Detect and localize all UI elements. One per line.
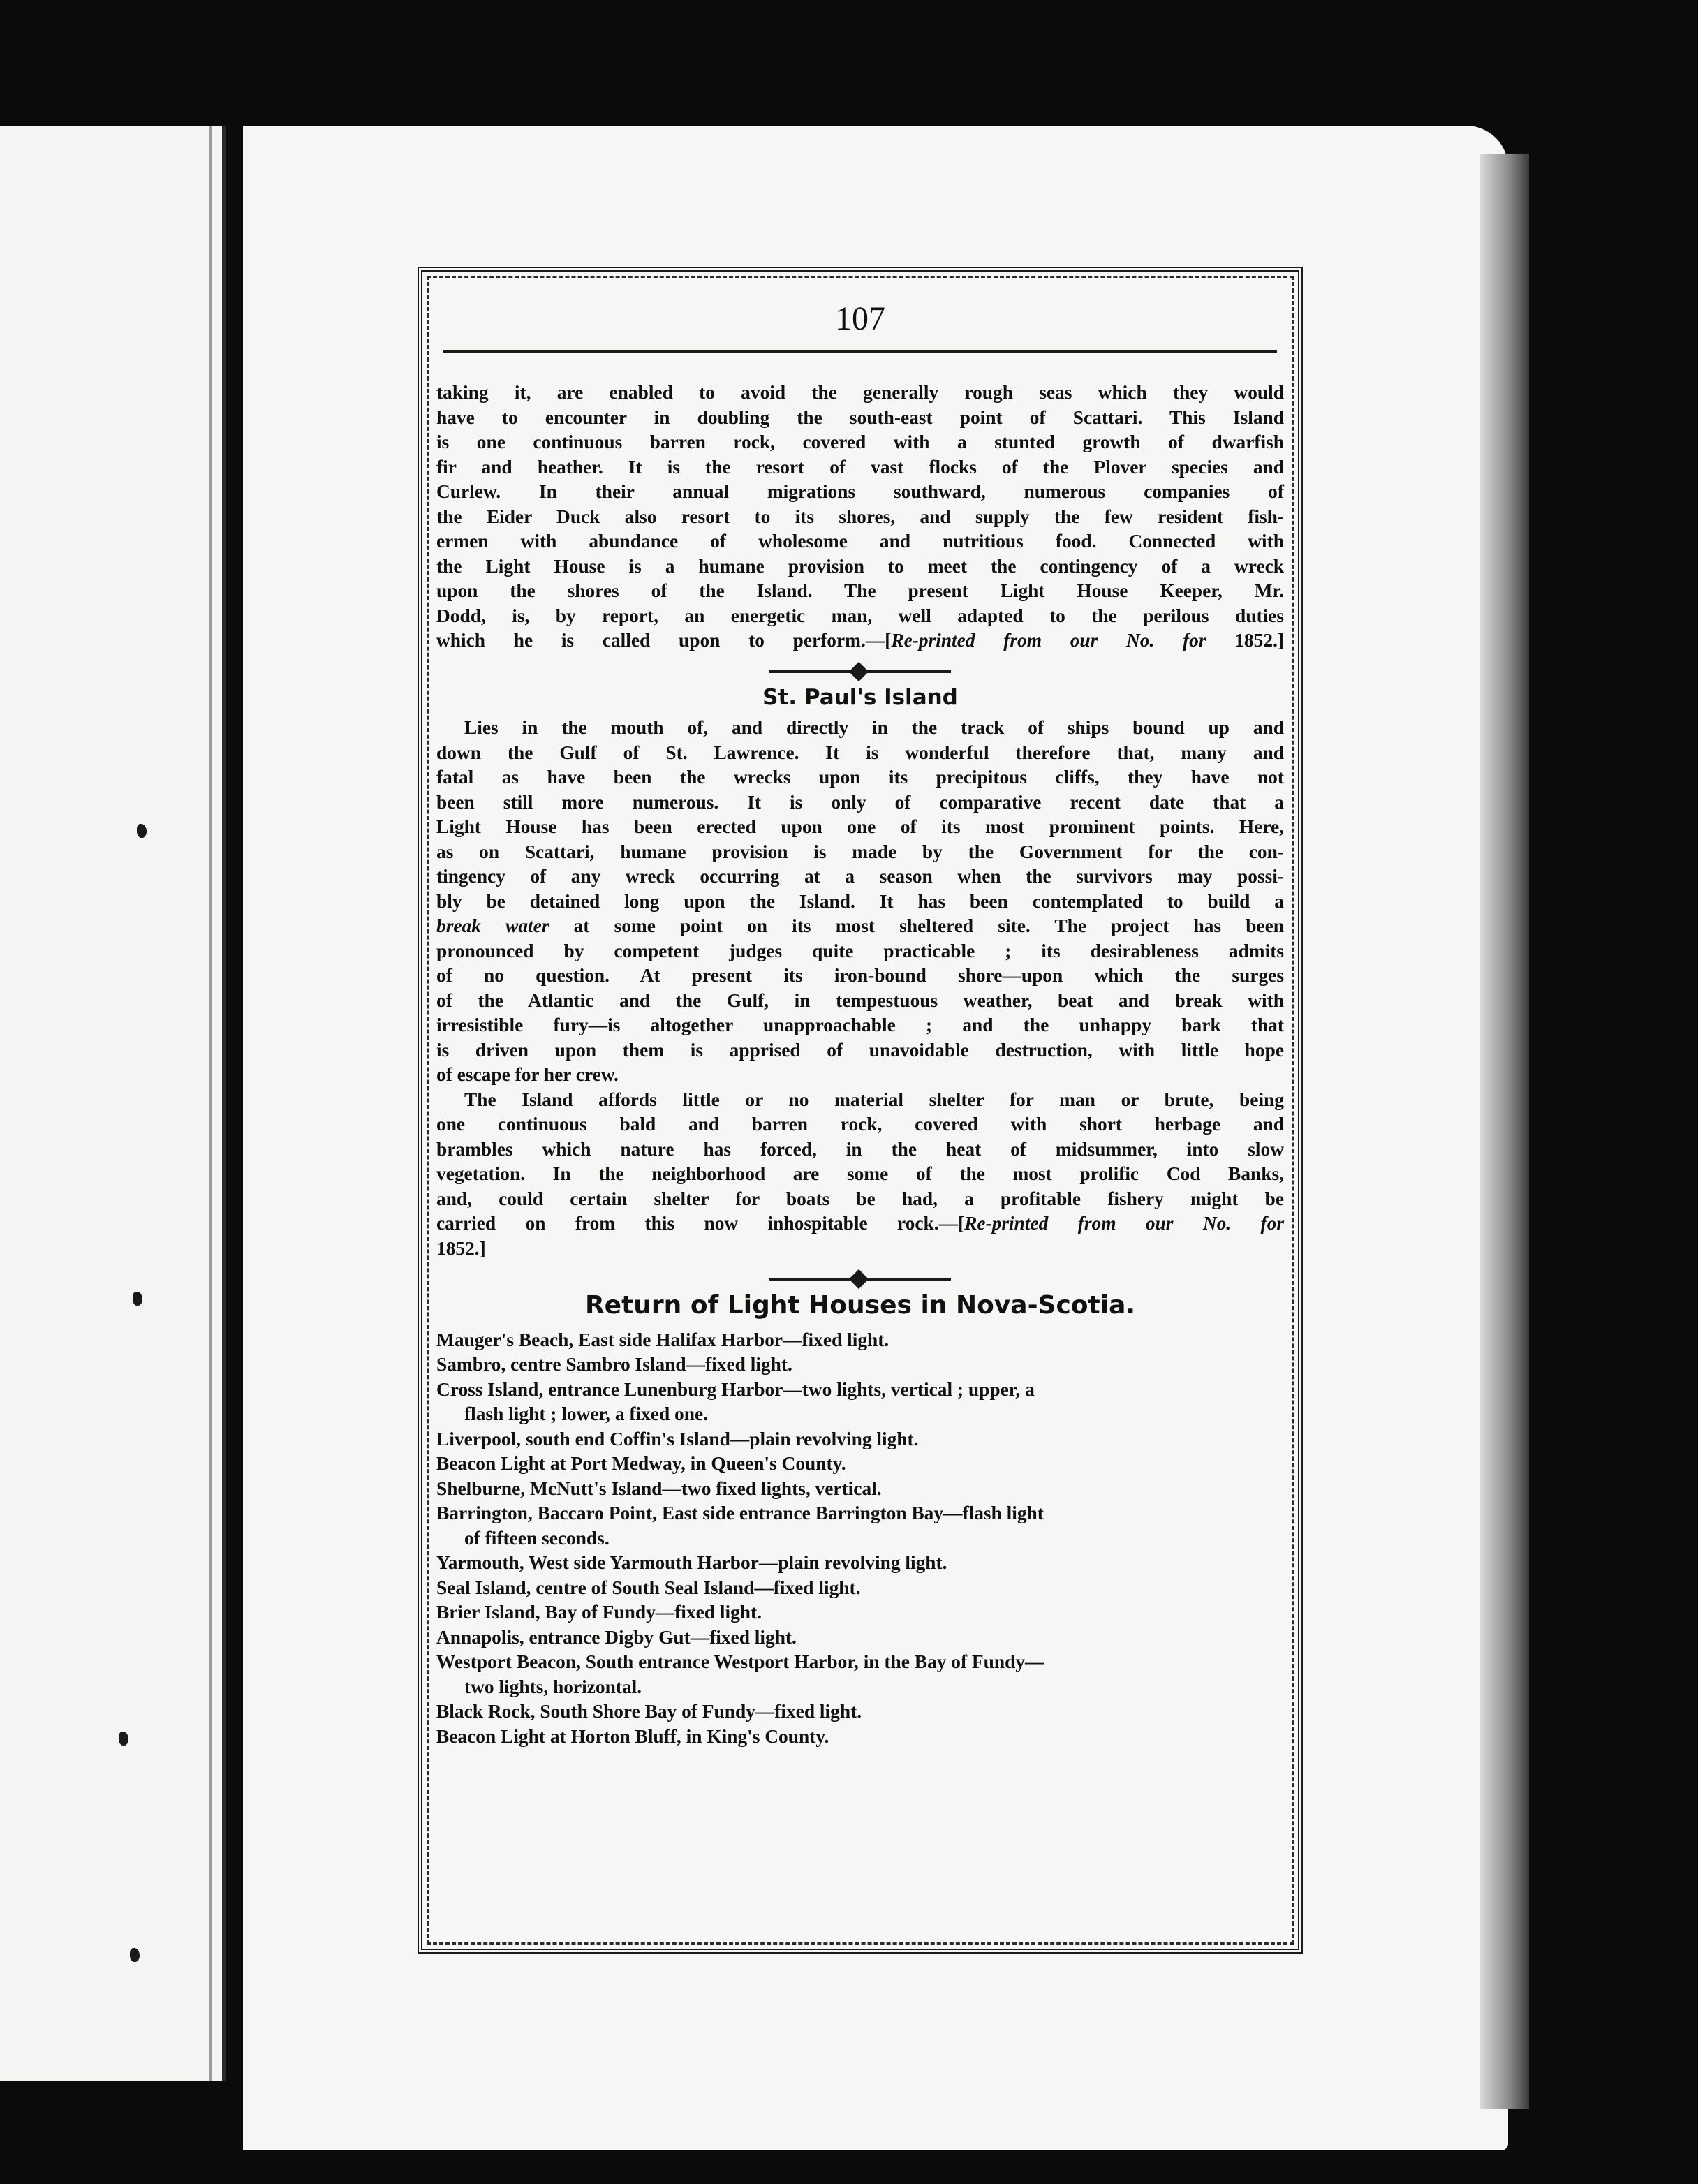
citation-prefix: carried on from this now inhospitable rock.—[ — [436, 1213, 965, 1234]
text-line: of the Atlantic and the Gulf, in tempestuous weather, beat and break with — [436, 989, 1284, 1011]
lighthouse-entry: Beacon Light at Port Medway, in Queen's County. — [436, 1453, 846, 1474]
lighthouse-entry: Liverpool, south end Coffin's Island—plain revolving light. — [436, 1428, 919, 1449]
text-line: as on Scattari, humane provision is made by the Government for the con- — [436, 841, 1284, 862]
text-line: down the Gulf of St. Lawrence. It is wonderful therefore that, many and — [436, 741, 1284, 763]
page-number: 107 — [835, 300, 885, 337]
lighthouse-list — [436, 1328, 1284, 1750]
section-divider — [769, 670, 951, 673]
divider-ornament — [849, 661, 869, 681]
lighthouse-entry: Brier Island, Bay of Fundy—fixed light. — [436, 1602, 762, 1623]
st-pauls-paragraph-2 — [436, 1088, 1284, 1262]
lighthouse-entry: Black Rock, South Shore Bay of Fundy—fixed light. — [436, 1701, 862, 1722]
text-line: ermen with abundance of wholesome and nutritious food. Connected with — [436, 531, 1284, 552]
text-line: is one continuous barren rock, covered with a stunted growth of dwarfish — [436, 431, 1284, 452]
text-line: Dodd, is, by report, an energetic man, well adapted to the perilous duties — [436, 605, 1284, 626]
intro-paragraph — [436, 381, 1284, 654]
lighthouse-entry: Annapolis, entrance Digby Gut—fixed light. — [436, 1626, 797, 1648]
text-line: The Island affords little or no material shelter for man or brute, being — [464, 1089, 1284, 1110]
left-page-edge — [209, 126, 212, 2081]
lighthouse-entry: Yarmouth, West side Yarmouth Harbor—plain revolving light. — [436, 1552, 947, 1573]
st-pauls-paragraph-1 — [436, 716, 1284, 1088]
lighthouse-entry-continuation: two lights, horizontal. — [464, 1676, 642, 1697]
left-page — [0, 126, 226, 2081]
text-line: Lies in the mouth of, and directly in the track of ships bound up and — [464, 717, 1284, 738]
text-line: vegetation. In the neighborhood are some of the most prolific Cod Banks, — [436, 1163, 1284, 1184]
text-line: pronounced by competent judges quite practicable ; its desirableness admits — [436, 940, 1284, 961]
citation-year: 1852.] — [1206, 630, 1284, 651]
page-frame — [418, 267, 1303, 1954]
text-line: is driven upon them is apprised of unavoidable destruction, with little hope — [436, 1039, 1284, 1061]
lighthouse-entry-continuation: of fifteen seconds. — [464, 1527, 610, 1549]
text-line: fir and heather. It is the resort of vast flocks of the Plover species and — [436, 456, 1284, 478]
bullet-mark — [137, 824, 147, 838]
divider-ornament — [849, 1269, 869, 1289]
text-line: Light House has been erected upon one of its most prominent points. Here, — [436, 816, 1284, 837]
lighthouse-entry: Beacon Light at Horton Bluff, in King's County. — [436, 1725, 829, 1747]
text-line — [436, 1211, 1284, 1237]
text-line: the Light House is a humane provision to meet the contingency of a wreck — [436, 555, 1284, 577]
text-line: of no question. At present its iron-bound shore—upon which the surges — [436, 965, 1284, 986]
text-line: Curlew. In their annual migrations southward, numerous companies of — [436, 481, 1284, 502]
text-line — [436, 914, 1284, 939]
text-line: upon the shores of the Island. The present Light House Keeper, Mr. — [436, 580, 1284, 601]
page-content — [436, 381, 1284, 1749]
text-line: been still more numerous. It is only of comparative recent date that a — [436, 791, 1284, 813]
lighthouse-entry: Seal Island, centre of South Seal Island—fixed light. — [436, 1577, 861, 1598]
bullet-mark — [130, 1948, 140, 1962]
citation-italic: Re-printed from our No. for — [891, 630, 1206, 651]
section-heading-st-pauls: St. Paul's Island — [762, 684, 958, 710]
lighthouse-entry: Barrington, Baccaro Point, East side entrance Barrington Bay—flash light — [436, 1503, 1044, 1523]
citation-italic: Re-printed from our No. for — [964, 1213, 1284, 1234]
citation-prefix: which he is called upon to perform.—[ — [436, 630, 892, 651]
lighthouse-entry: Mauger's Beach, East side Halifax Harbor—fixed light. — [436, 1329, 889, 1350]
lighthouse-entry-continuation: flash light ; lower, a fixed one. — [464, 1403, 708, 1424]
text-line: irresistible fury—is altogether unapproachable ; and the unhappy bark that — [436, 1014, 1284, 1035]
bullet-mark — [119, 1732, 128, 1746]
section-heading-light-houses: Return of Light Houses in Nova-Scotia. — [584, 1291, 1136, 1320]
text-line: and, could certain shelter for boats be had, a profitable fishery might be — [436, 1188, 1284, 1209]
text-fragment: at some point on its most sheltered site. The project has been — [549, 915, 1284, 936]
lighthouse-entry: Sambro, centre Sambro Island—fixed light. — [436, 1354, 792, 1375]
section-divider — [769, 1278, 951, 1281]
text-line: 1852.] — [436, 1237, 486, 1259]
text-line: tingency of any wreck occurring at a season when the survivors may possi- — [436, 866, 1284, 887]
lighthouse-entry: Cross Island, entrance Lunenburg Harbor—two lights, vertical ; upper, a — [436, 1378, 1035, 1400]
text-line — [436, 628, 1284, 654]
lighthouse-entry: Shelburne, McNutt's Island—two fixed lights, vertical. — [436, 1477, 882, 1499]
lighthouse-entry: Westport Beacon, South entrance Westport Harbor, in the Bay of Fundy— — [436, 1651, 1044, 1672]
text-line: of escape for her crew. — [436, 1064, 619, 1085]
text-line: fatal as have been the wrecks upon its precipitous cliffs, they have not — [436, 767, 1284, 788]
text-line: taking it, are enabled to avoid the generally rough seas which they would — [436, 382, 1284, 403]
text-line: the Eider Duck also resort to its shores, and supply the few resident fish- — [436, 506, 1284, 527]
page-stack-edge — [1480, 154, 1529, 2109]
text-line: brambles which nature has forced, in the heat of midsummer, into slow — [436, 1138, 1284, 1160]
header-rule — [443, 350, 1277, 353]
text-line: bly be detained long upon the Island. It has been contemplated to build a — [436, 890, 1284, 912]
text-line: have to encounter in doubling the south-east point of Scattari. This Island — [436, 406, 1284, 428]
break-water-italic: break water — [436, 915, 549, 936]
text-line: one continuous bald and barren rock, covered with short herbage and — [436, 1114, 1284, 1135]
bullet-mark — [133, 1292, 142, 1306]
